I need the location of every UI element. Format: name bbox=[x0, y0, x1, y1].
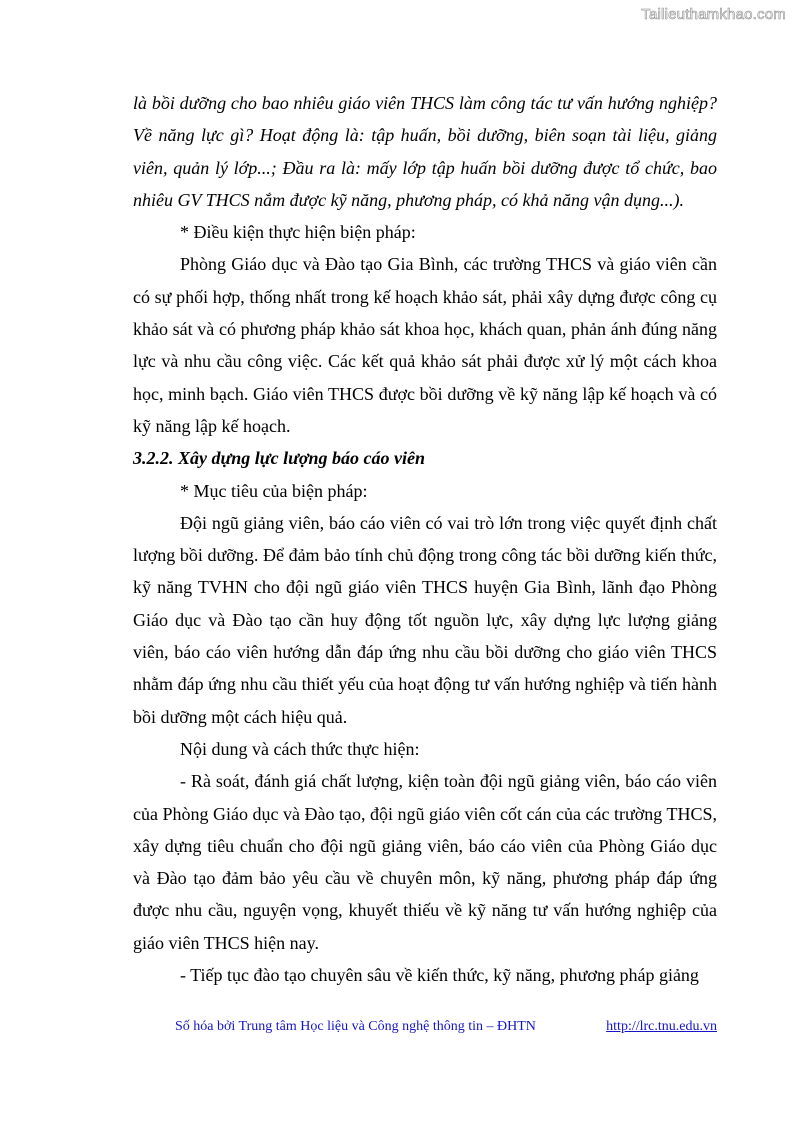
document-body bbox=[133, 87, 717, 991]
section-heading: 3.2.2. Xây dựng lực lượng báo cáo viên bbox=[133, 448, 425, 469]
watermark-text: Tailieuthamkhao.com bbox=[641, 6, 786, 23]
footer-credit: Số hóa bởi Trung tâm Học liệu và Công nghệ thông tin – ĐHTN bbox=[175, 1019, 536, 1034]
objective-heading: * Mục tiêu của biện pháp: bbox=[180, 480, 368, 501]
bullet-item: - Rà soát, đánh giá chất lượng, kiện toàn đội ngũ giảng viên, báo cáo viên của Phòng Giáo dục và Đào tạo, đội ngũ giáo viên cốt cán của các trường THCS, xây dựng tiêu chuẩn cho đội ngũ giảng viên, báo cáo viên của Phòng Giáo dục và Đào tạo đảm bảo yêu cầu về chuyên môn, kỹ năng, phương pháp đáp ứng được nhu cầu, nguyện vọng, khuyết thiếu về kỹ năng tư vấn hướng nghiệp của giáo viên THCS hiện nay. bbox=[133, 771, 717, 953]
conditions-heading: * Điều kiện thực hiện biện pháp: bbox=[180, 222, 416, 243]
method-heading: Nội dung và cách thức thực hiện: bbox=[180, 738, 420, 759]
intro-paragraph: là bồi dưỡng cho bao nhiêu giáo viên THCS làm công tác tư vấn hướng nghiệp? Về năng lực gì? Hoạt động là: tập huấn, bồi dưỡng, biên soạn tài liệu, giảng viên, quản lý lớp...; Đầu ra là: mấy lớp tập huấn bồi dưỡng được tổ chức, bao nhiêu GV THCS nắm được kỹ năng, phương pháp, có khả năng vận dụng...). bbox=[133, 93, 717, 210]
bullet-item: - Tiếp tục đào tạo chuyên sâu về kiến thức, kỹ năng, phương pháp giảng bbox=[180, 965, 699, 986]
objective-paragraph: Đội ngũ giảng viên, báo cáo viên có vai trò lớn trong việc quyết định chất lượng bồi dưỡng. Để đảm bảo tính chủ động trong công tác bồi dưỡng kiến thức, kỹ năng TVHN cho đội ngũ giáo viên THCS huyện Gia Bình, lãnh đạo Phòng Giáo dục và Đào tạo cần huy động tốt nguồn lực, xây dựng lực lượng giảng viên, báo cáo viên hướng dẫn đáp ứng nhu cầu bồi dưỡng cho giáo viên THCS nhằm đáp ứng nhu cầu thiết yếu của hoạt động tư vấn hướng nghiệp và tiến hành bồi dưỡng một cách hiệu quả. bbox=[133, 512, 717, 727]
page-footer bbox=[175, 1019, 717, 1035]
footer-link[interactable]: http://lrc.tnu.edu.vn bbox=[606, 1019, 717, 1034]
conditions-paragraph: Phòng Giáo dục và Đào tạo Gia Bình, các trường THCS và giáo viên cần có sự phối hợp, thống nhất trong kế hoạch khảo sát, phải xây dựng được công cụ khảo sát và có phương pháp khảo sát khoa học, khách quan, phản ánh đúng năng lực và nhu cầu công việc. Các kết quả khảo sát phải được xử lý một cách khoa học, minh bạch. Giáo viên THCS được bồi dưỡng về kỹ năng lập kế hoạch và có kỹ năng lập kế hoạch. bbox=[133, 254, 717, 436]
